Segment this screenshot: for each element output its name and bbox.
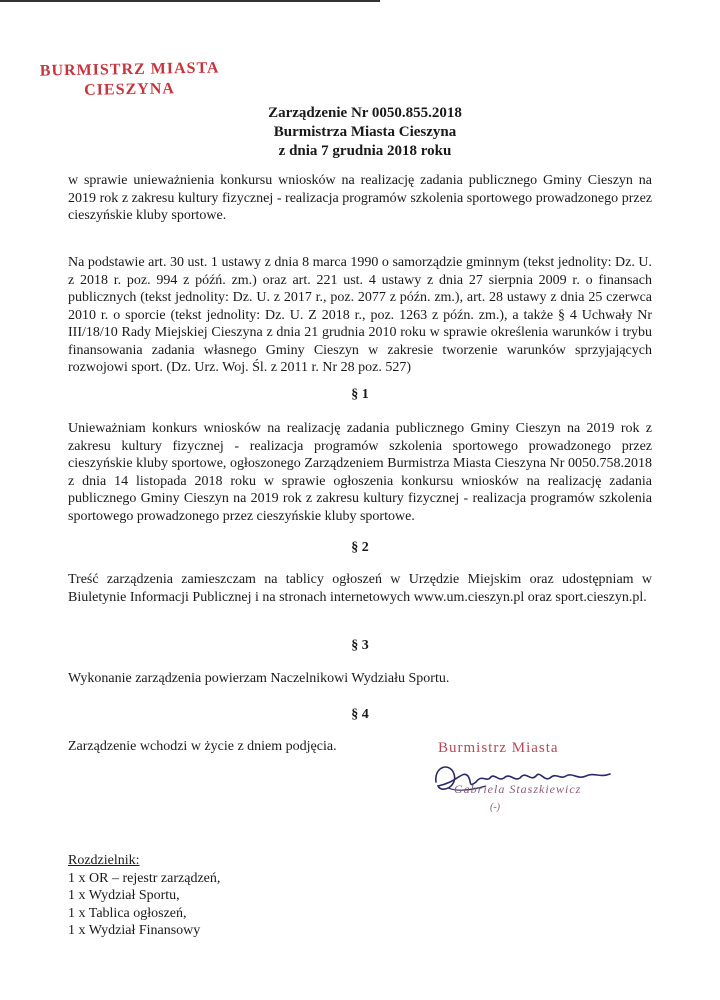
top-rule — [0, 0, 380, 2]
section-4-heading: § 4 — [351, 707, 369, 722]
section-1-text: Unieważniam konkurs wniosków na realizację zadania publicznego Gminy Cieszyn na 2019 rok z zakresu kultury fizycznej - realizacja programów szkolenia sportowego prowadzonego przez cieszyńskie kluby sportowe, ogłoszonego Zarządzeniem Burmistrza Miasta Cieszyna Nr 0050.758.2018 z dnia 14 listopada 2018 roku w sprawie ogłoszenia konkursu wniosków na realizację zadania publicznego Gminy Cieszyn na 2019 rok z zakresu kultury fizycznej - realizacja programów szkolenia sportowego prowadzonego przez cieszyńskie kluby sportowe. — [68, 421, 652, 524]
distribution-item: 1 x Wydział Sportu, — [68, 888, 180, 903]
distribution-item: 1 x OR – rejestr zarządzeń, — [68, 870, 221, 886]
title-issuer: Burmistrza Miasta Cieszyna — [273, 124, 457, 140]
section-3-text: Wykonanie zarządzenia powierzam Naczelnikowi Wydziału Sportu. — [68, 671, 450, 686]
section-3-heading: § 3 — [351, 638, 369, 653]
title-date: z dnia 7 grudnia 2018 roku — [278, 143, 452, 159]
distribution-item: 1 x Tablica ogłoszeń, — [68, 905, 187, 921]
stamp-line-1: BURMISTRZ MIASTA — [39, 59, 220, 80]
legal-basis-paragraph: Na podstawie art. 30 ust. 1 ustawy z dnia 8 marca 1990 o samorządzie gminnym (tekst jednolity: Dz. U. z 2018 r. poz. 994 z późń. zm.) oraz art. 221 ust. 4 ustawy z dnia 27 sierpnia 2009 r. o finansach publicznych (tekst jednolity: Dz. U. z 2017 r., poz. 2077 z późn. zm.), art. 28 ustawy z dnia 25 czerwca 2010 r. o sporcie (tekst jednolity: Dz. U. Z 2018 r., poz. 1263 z późn. zm.), a także § 4 Uchwały Nr III/18/10 Rady Miejskiej Cieszyna z dnia 21 grudnia 2010 roku w sprawie określenia warunków i trybu finansowania zadania własnego Gminy Cieszyn w zakresie tworzenie warunków sprzyjających rozwojowi sport. (Dz. Urz. Woj. Śl. z 2011 r. Nr 28 poz. 527) — [68, 255, 652, 375]
section-2-heading: § 2 — [351, 540, 369, 555]
stamp-line-2: CIESZYNA — [84, 80, 175, 99]
signature-note: (-) — [490, 802, 500, 813]
section-1-heading: § 1 — [351, 387, 369, 402]
signature-title: Burmistrz Miasta — [438, 740, 559, 756]
distribution-heading: Rozdzielnik: — [68, 853, 140, 868]
document-title — [200, 104, 530, 161]
signature-block — [428, 740, 618, 830]
section-2-text: Treść zarządzenia zamieszczam na tablicy ogłoszeń w Urzędzie Miejskim oraz udostępniam w Biuletynie Informacji Publicznej i na stronach internetowych www.um.cieszyn.pl oraz sport.cieszyn.pl. — [68, 572, 652, 605]
title-number: Zarządzenie Nr 0050.855.2018 — [268, 105, 462, 121]
signature-name: Gabriela Staszkiewicz — [454, 782, 582, 796]
subject-paragraph: w sprawie unieważnienia konkursu wniosków na realizację zadania publicznego Gminy Cieszyn na 2019 rok z zakresu kultury fizycznej - realizacja programów szkolenia sportowego prowadzonego przez cieszyńskie kluby sportowe. — [68, 173, 652, 223]
distribution-item: 1 x Wydział Finansowy — [68, 923, 201, 938]
section-4-text: Zarządzenie wchodzi w życie z dniem podjęcia. — [68, 739, 337, 754]
office-stamp — [32, 58, 233, 101]
distribution-list — [68, 852, 328, 940]
